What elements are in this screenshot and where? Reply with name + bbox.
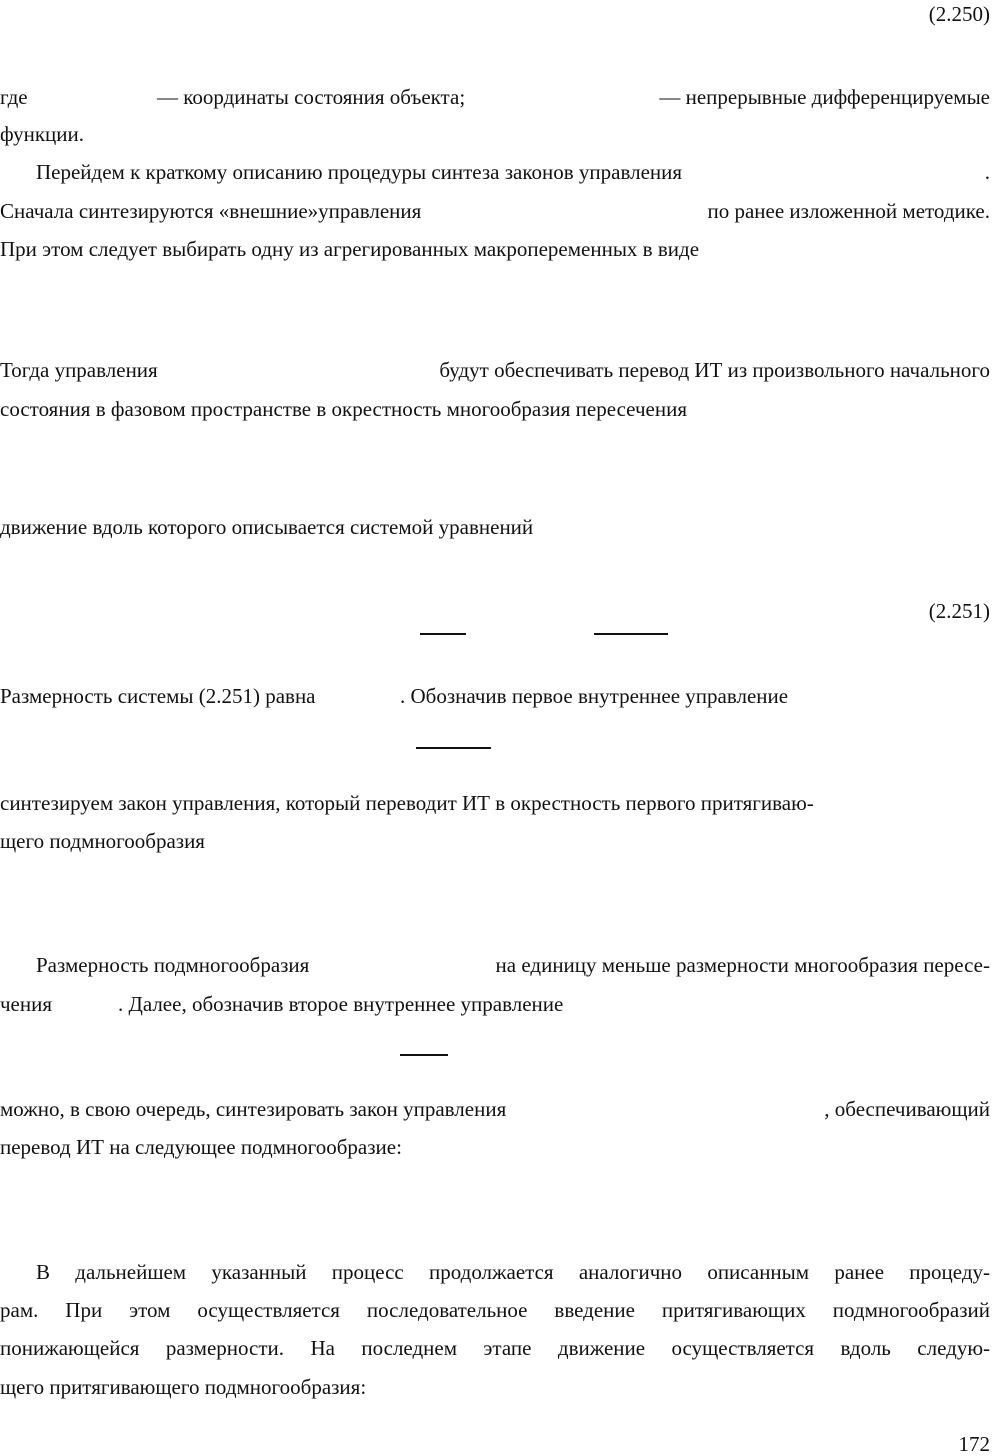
text-paragraph-5-line-1a: Размерность системы (2.251) равна [0, 684, 316, 708]
text-paragraph-6-line-2: щего подмногообразия [0, 829, 205, 853]
text-functions: функции. [0, 122, 84, 146]
text-paragraph-7-line-2a: чения [0, 992, 53, 1016]
text-paragraph-2-line-3: При этом следует выбирать одну из агрегированных макропеременных в виде [0, 237, 700, 261]
equation-number: (2.250) [928, 2, 990, 26]
text-paragraph-3-line-2: состояния в фазовом пространстве в окрестность многообразия пересечения [0, 397, 687, 421]
equation-number: (2.251) [928, 599, 990, 623]
text-paragraph-4-line-1: движение вдоль которого описывается системой уравнений [0, 515, 534, 539]
text-paragraph-3-line-1a: Тогда управления [0, 358, 158, 382]
text-paragraph-6-line-1: синтезируем закон управления, который переводит ИТ в окрестность первого притягиваю- [0, 791, 814, 815]
fraction-bar [594, 633, 668, 635]
text-paragraph-2-line-1: Перейдем к краткому описанию процедуры синтеза законов управления [36, 160, 683, 184]
fraction-bar [416, 747, 491, 749]
text-paragraph-9-line-2: рам. При этом осуществляется последовательное введение притягивающих подмногообразий [0, 1298, 990, 1322]
text-paragraph-7-line-2b: . Далее, обозначив второе внутреннее управление [118, 992, 564, 1016]
text-period: . [984, 160, 990, 184]
page-number: 172 [958, 1432, 990, 1456]
text-continuous: — непрерывные дифференцируемые [659, 85, 990, 109]
text-paragraph-8-line-1a: можно, в свою очередь, синтезировать закон управления [0, 1097, 507, 1121]
text-paragraph-2-line-2a: Сначала синтезируются «внешние»управления [0, 199, 422, 223]
text-paragraph-2-line-2b: по ранее изложенной методике. [707, 199, 990, 223]
fraction-bar [400, 1054, 448, 1056]
text-paragraph-7-line-1a: Размерность подмногообразия [36, 953, 310, 977]
text-paragraph-8-line-1b: , обеспечивающий [824, 1097, 990, 1121]
fraction-bar [420, 633, 466, 635]
text-paragraph-9-line-4: щего притягивающего подмногообразия: [0, 1375, 367, 1399]
text-paragraph-5-line-1b: . Обозначив первое внутреннее управление [400, 684, 789, 708]
text-coordinates: — координаты состояния объекта; [157, 85, 466, 109]
text-paragraph-8-line-2: перевод ИТ на следующее подмногообразие: [0, 1135, 402, 1159]
text-paragraph-9-line-1: В дальнейшем указанный процесс продолжается аналогично описанным ранее процеду- [36, 1260, 990, 1284]
text-paragraph-7-line-1b: на единицу меньше размерности многообразия пересе- [495, 953, 990, 977]
text-paragraph-9-line-3: понижающейся размерности. На последнем этапе движение осуществляется вдоль следую- [0, 1336, 990, 1360]
text-where: где [0, 85, 28, 109]
text-paragraph-3-line-1b: будут обеспечивать перевод ИТ из произвольного начального [439, 358, 990, 382]
